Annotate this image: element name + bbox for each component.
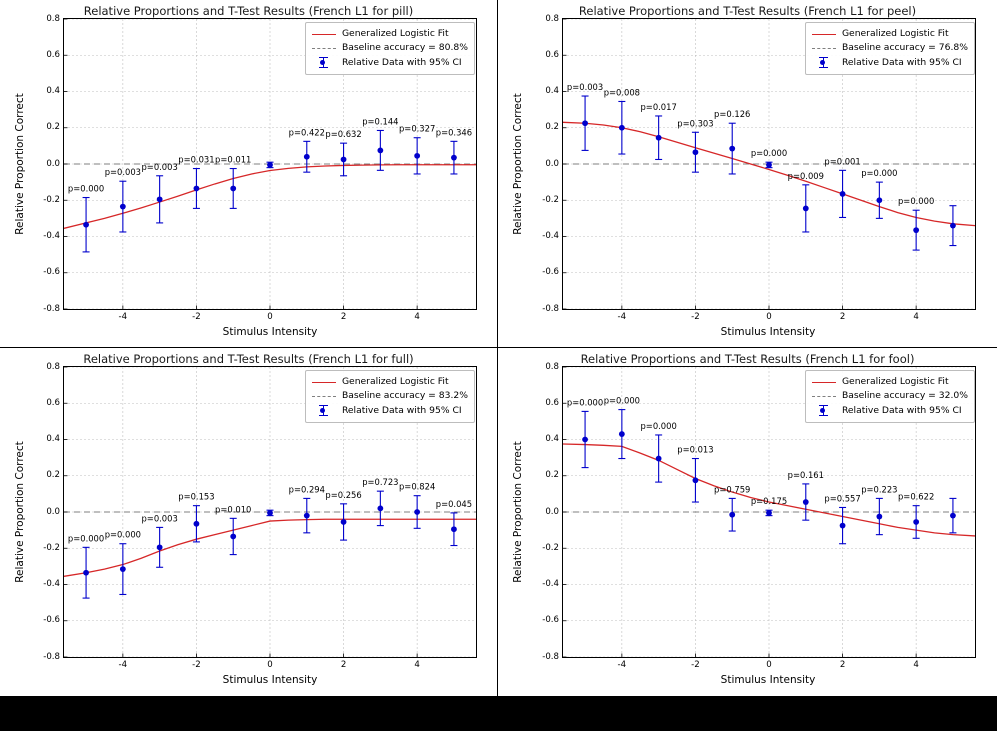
errorbar-marker-icon [311, 405, 337, 416]
y-axis-label: Relative Proportion Correct [14, 441, 26, 583]
svg-text:p=0.153: p=0.153 [178, 491, 215, 502]
x-tick-label: 2 [839, 312, 846, 322]
svg-text:p=0.144: p=0.144 [362, 116, 399, 127]
y-tick-label: -0.4 [43, 579, 60, 589]
svg-text:p=0.009: p=0.009 [787, 170, 824, 181]
y-tick-label: 0.0 [46, 158, 60, 169]
legend-row-data [811, 404, 968, 418]
figure-footer-band [0, 696, 997, 731]
svg-text:p=0.011: p=0.011 [215, 154, 252, 165]
svg-text:p=0.000: p=0.000 [67, 533, 105, 544]
x-tick-label: 4 [913, 312, 919, 322]
y-tick-label: 0.2 [46, 122, 60, 133]
legend-label-fit: Generalized Logistic Fit [841, 376, 949, 387]
legend-label-baseline: Baseline accuracy = 83.2% [341, 390, 468, 402]
chart-panel-peel [498, 0, 997, 348]
y-tick-label: -0.2 [43, 542, 60, 553]
x-tick-label: 0 [267, 312, 273, 322]
legend-label-data: Relative Data with 95% CI [341, 404, 462, 416]
line-swatch-icon [311, 382, 337, 383]
x-tick-label: 0 [766, 312, 772, 322]
y-tick-label: 0.8 [46, 361, 60, 372]
y-tick-label: -0.6 [542, 267, 559, 278]
y-tick-label: -0.4 [43, 231, 60, 241]
svg-text:p=0.000: p=0.000 [603, 395, 641, 406]
x-tick-label: -4 [118, 660, 128, 670]
y-tick-label: 0.0 [46, 506, 60, 517]
chart-panel-pill [0, 0, 498, 348]
y-axis-label: Relative Proportion Correct [512, 441, 524, 583]
svg-text:p=0.000: p=0.000 [897, 196, 935, 207]
x-tick-label: 0 [766, 660, 772, 670]
y-tick-label: 0.0 [545, 506, 559, 517]
svg-text:p=0.759: p=0.759 [714, 484, 751, 495]
y-tick-label: 0.8 [46, 13, 60, 24]
x-tick-label: -4 [617, 312, 627, 322]
svg-text:p=0.161: p=0.161 [787, 469, 824, 480]
svg-text:p=0.003: p=0.003 [141, 161, 178, 172]
y-tick-label: 0.6 [46, 397, 60, 408]
svg-text:p=0.256: p=0.256 [325, 489, 362, 500]
x-tick-label: -4 [617, 660, 627, 670]
legend-label-fit: Generalized Logistic Fit [341, 376, 449, 387]
dashed-line-swatch-icon [811, 48, 837, 49]
svg-text:p=0.622: p=0.622 [897, 491, 935, 502]
x-tick-label: 4 [913, 660, 919, 670]
svg-text:p=0.327: p=0.327 [398, 123, 436, 134]
y-tick-label: 0.4 [545, 86, 559, 96]
svg-text:p=0.000: p=0.000 [640, 420, 677, 431]
panel-title: Relative Proportions and T-Test Results (French L1 for peel) [578, 4, 917, 18]
panel-title: Relative Proportions and T-Test Results (French L1 for pill) [83, 4, 414, 18]
chart-panel-full [0, 348, 498, 696]
svg-text:p=0.346: p=0.346 [435, 127, 473, 138]
y-tick-label: -0.8 [542, 303, 559, 314]
legend-label-fit: Generalized Logistic Fit [841, 28, 949, 39]
svg-text:p=0.632: p=0.632 [325, 129, 362, 140]
legend-row-fit [811, 375, 968, 389]
svg-text:p=0.013: p=0.013 [677, 444, 714, 455]
svg-text:p=0.303: p=0.303 [677, 118, 714, 129]
legend-row-fit [311, 375, 468, 389]
dashed-line-swatch-icon [811, 396, 837, 397]
y-tick-label: 0.4 [46, 86, 60, 96]
legend-row-baseline [811, 389, 968, 403]
y-tick-label: -0.8 [542, 651, 559, 662]
errorbar-marker-icon [811, 405, 837, 416]
errorbar-marker-icon [311, 57, 337, 68]
y-tick-label: -0.2 [542, 542, 559, 553]
svg-text:p=0.223: p=0.223 [861, 484, 898, 495]
svg-text:p=0.008: p=0.008 [603, 87, 641, 98]
svg-text:p=0.723: p=0.723 [362, 477, 399, 488]
y-tick-label: -0.6 [542, 615, 559, 626]
svg-text:p=0.000: p=0.000 [861, 168, 898, 179]
y-tick-label: 0.2 [545, 470, 559, 481]
y-axis-label: Relative Proportion Correct [14, 93, 26, 235]
legend-row-fit [811, 27, 968, 41]
x-tick-label: 4 [414, 312, 420, 322]
legend [805, 370, 975, 423]
svg-text:p=0.000: p=0.000 [104, 529, 142, 540]
y-tick-label: 0.2 [46, 470, 60, 481]
x-tick-label: -2 [691, 660, 700, 670]
y-tick-label: -0.2 [43, 194, 60, 205]
legend-label-baseline: Baseline accuracy = 80.8% [341, 42, 468, 54]
x-axis-label: Stimulus Intensity [222, 674, 318, 686]
svg-text:p=0.003: p=0.003 [141, 513, 178, 524]
x-axis-label: Stimulus Intensity [720, 326, 816, 338]
svg-text:p=0.010: p=0.010 [215, 504, 252, 515]
x-tick-label: 4 [414, 660, 420, 670]
y-axis-label: Relative Proportion Correct [512, 93, 524, 235]
y-tick-label: 0.4 [545, 434, 559, 444]
legend-row-data [311, 404, 468, 418]
svg-text:p=0.017: p=0.017 [640, 101, 677, 112]
x-tick-label: 0 [267, 660, 273, 670]
y-tick-label: 0.8 [545, 13, 559, 24]
svg-text:p=0.000: p=0.000 [750, 148, 788, 159]
legend-label-data: Relative Data with 95% CI [841, 404, 962, 416]
line-swatch-icon [311, 34, 337, 35]
y-tick-label: 0.8 [545, 361, 559, 372]
y-tick-label: -0.2 [542, 194, 559, 205]
legend-row-baseline [811, 41, 968, 55]
svg-text:p=0.175: p=0.175 [750, 496, 788, 507]
x-tick-label: -2 [192, 660, 201, 670]
legend-row-baseline [311, 389, 468, 403]
x-axis-label: Stimulus Intensity [720, 674, 816, 686]
legend-row-data [311, 56, 468, 70]
svg-text:p=0.422: p=0.422 [288, 127, 325, 138]
x-tick-label: 2 [839, 660, 846, 670]
dashed-line-swatch-icon [311, 48, 337, 49]
svg-text:p=0.003: p=0.003 [566, 82, 604, 93]
x-tick-label: 2 [340, 312, 347, 322]
y-tick-label: -0.4 [542, 579, 559, 589]
svg-text:p=0.045: p=0.045 [435, 498, 473, 509]
panel-title: Relative Proportions and T-Test Results (French L1 for fool) [580, 352, 915, 366]
y-tick-label: -0.6 [43, 615, 60, 626]
legend [305, 22, 475, 75]
x-axis-label: Stimulus Intensity [222, 326, 318, 338]
legend-row-baseline [311, 41, 468, 55]
svg-text:p=0.824: p=0.824 [398, 481, 436, 492]
svg-text:p=0.557: p=0.557 [824, 493, 861, 504]
legend-row-data [811, 56, 968, 70]
errorbar-marker-icon [811, 57, 837, 68]
x-tick-label: -2 [691, 312, 700, 322]
y-tick-label: -0.8 [43, 651, 60, 662]
y-tick-label: 0.4 [46, 434, 60, 444]
svg-text:p=0.000: p=0.000 [67, 183, 105, 194]
x-tick-label: -4 [118, 312, 128, 322]
y-tick-label: 0.6 [545, 397, 559, 408]
line-swatch-icon [811, 382, 837, 383]
legend-label-data: Relative Data with 95% CI [841, 56, 962, 68]
svg-text:p=0.126: p=0.126 [714, 109, 751, 120]
legend-label-data: Relative Data with 95% CI [341, 56, 462, 68]
legend-label-fit: Generalized Logistic Fit [341, 28, 449, 39]
svg-text:p=0.031: p=0.031 [178, 154, 215, 165]
svg-text:p=0.003: p=0.003 [104, 167, 142, 178]
svg-text:p=0.294: p=0.294 [288, 484, 325, 495]
svg-text:p=0.000: p=0.000 [566, 397, 604, 408]
dashed-line-swatch-icon [311, 396, 337, 397]
y-tick-label: -0.8 [43, 303, 60, 314]
y-tick-label: 0.0 [545, 158, 559, 169]
y-tick-label: 0.6 [545, 49, 559, 60]
svg-text:p=0.001: p=0.001 [824, 156, 861, 167]
legend [305, 370, 475, 423]
x-tick-label: -2 [192, 312, 201, 322]
y-tick-label: -0.6 [43, 267, 60, 278]
line-swatch-icon [811, 34, 837, 35]
y-tick-label: 0.6 [46, 49, 60, 60]
x-tick-label: 2 [340, 660, 347, 670]
y-tick-label: 0.2 [545, 122, 559, 133]
y-tick-label: -0.4 [542, 231, 559, 241]
legend-row-fit [311, 27, 468, 41]
panel-title: Relative Proportions and T-Test Results (French L1 for full) [83, 352, 414, 366]
legend-label-baseline: Baseline accuracy = 76.8% [841, 42, 968, 54]
legend-label-baseline: Baseline accuracy = 32.0% [841, 390, 968, 402]
chart-panel-fool [498, 348, 997, 696]
legend [805, 22, 975, 75]
